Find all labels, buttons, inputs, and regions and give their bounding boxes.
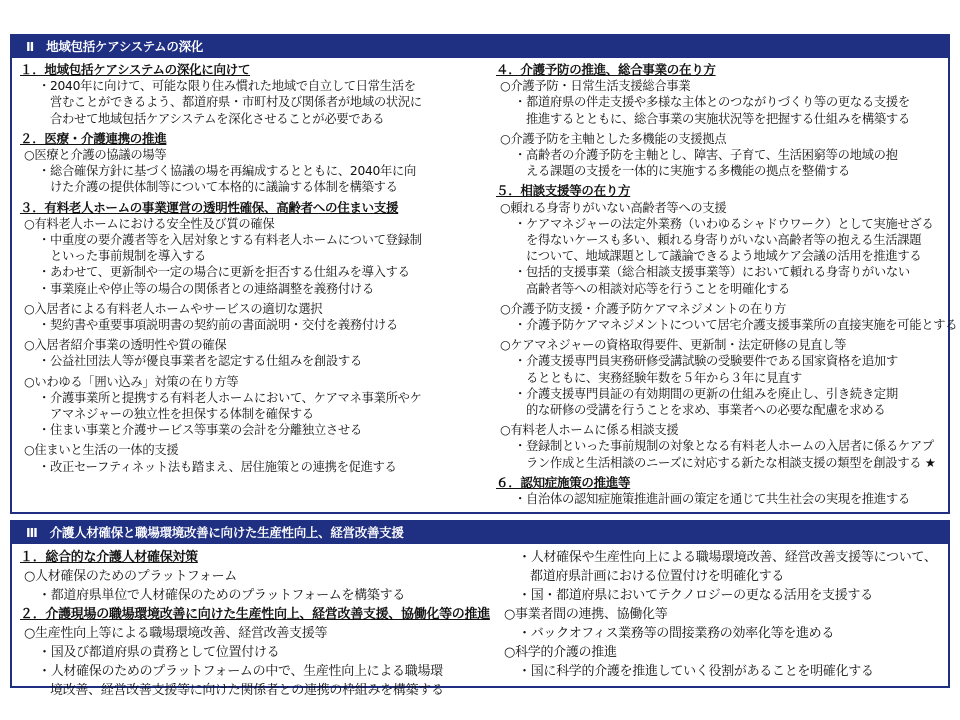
topic-item: ○介護予防支援・介護予防ケアマネジメントの在り方: [500, 301, 786, 316]
bullet-continuation: 的な研修の受講を行うことを求め、事業者への必要な配慮を求める: [526, 403, 886, 418]
bullet-item: ・国に科学的介護を推進していく役割があることを明確化する: [518, 664, 874, 679]
bullet-item: ・国・都道府県においてテクノロジーの更なる活用を支援する: [518, 588, 873, 603]
topic-item: ○事業者間の連携、協働化等: [504, 607, 668, 622]
bullet-continuation: える課題の支援を一体的に実施する多機能の拠点を整備する: [526, 164, 850, 179]
bullet-item: ・登録制といった事前規制の対象となる有料老人ホームの入居者に係るケアプ: [514, 439, 934, 454]
section-2-left-column: [20, 62, 482, 510]
section-heading: ４．介護予防の推進、総合事業の在り方: [496, 62, 716, 77]
section-2-title: Ⅱ 地域包括ケアシステムの深化: [12, 36, 948, 58]
bullet-item: ・2040年に向けて、可能な限り住み慣れた地域で自立して日常生活を: [38, 79, 416, 94]
bullet-item: ・あわせて、更新制や一定の場合に更新を拒否する仕組みを導入する: [38, 265, 410, 280]
section-2-right-column: [496, 62, 958, 510]
bullet-continuation: 境改善、経営改善支援等に向けた関係者との連携の枠組みを構築する: [50, 683, 444, 698]
bullet-continuation: 合わせて地域包括ケアシステムを深化させることが必要である: [50, 111, 385, 126]
bullet-continuation: といった事前規制を導入する: [50, 249, 206, 264]
topic-item: ○入居者による有料老人ホームやサービスの適切な選択: [24, 301, 323, 316]
bullet-item: ・高齢者の介護予防を主軸とし、障害、子育て、生活困窮等の地域の抱: [514, 148, 898, 163]
bullet-item: ・介護予防ケアマネジメントについて居宅介護支援事業所の直接実施を可能とする: [514, 318, 958, 333]
topic-item: ○有料老人ホームに係る相談支援: [500, 423, 679, 438]
bullet-continuation: アマネジャーの独立性を担保する体制を確保する: [50, 407, 314, 422]
section-heading: ２．介護現場の職場環境改善に向けた生産性向上、経営改善支援、協働化等の推進: [20, 607, 490, 622]
topic-item: ○有料老人ホームにおける安全性及び質の確保: [24, 216, 275, 231]
bullet-item: ・人材確保や生産性向上による職場環境改善、経営改善支援等について、: [518, 550, 937, 565]
section-heading: ２．医療・介護連携の推進: [20, 130, 167, 146]
section-heading: １．地域包括ケアシステムの深化に向けて: [20, 62, 251, 77]
bullet-continuation: けた介護の提供体制等について本格的に議論する体制を構築する: [50, 180, 398, 195]
bullet-continuation: について、地域課題として議論できるよう地域ケア会議の活用を推進する: [526, 249, 922, 264]
topic-item: ○医療と介護の協議の場等: [24, 148, 167, 163]
topic-item: ○介護予防を主軸とした多機能の支援拠点: [500, 131, 727, 146]
bullet-item: ・ケアマネジャーの法定外業務（いわゆるシャドウワーク）として実施せざる: [514, 216, 934, 231]
bullet-item: ・国及び都道府県の責務として位置付ける: [38, 645, 280, 660]
bullet-item: ・バックオフィス業務等の間接業務の効率化等を進める: [518, 626, 835, 641]
bullet-item: ・公益社団法人等が優良事業者を認定する仕組みを創設する: [38, 354, 362, 369]
topic-item: ○頼れる身寄りがいない高齢者等への支援: [500, 200, 727, 215]
section-3-box: [10, 520, 950, 698]
topic-item: ○住まいと生活の一体的支援: [24, 443, 179, 458]
bullet-continuation: 営むことができるよう、都道府県・市町村及び関係者が地域の状況に: [50, 95, 422, 110]
topic-item: ○人材確保のためのプラットフォーム: [24, 569, 237, 584]
bullet-continuation: 高齢者等への相談対応等を行うことを明確化する: [526, 281, 790, 296]
section-2-box: [10, 34, 958, 514]
bullet-item: ・自治体の認知症施策推進計画の策定を通じて共生社会の実現を推進する: [514, 492, 910, 507]
topic-item: ○いわゆる「囲い込み」対策の在り方等: [24, 374, 239, 389]
section-heading: １．総合的な介護人材確保対策: [20, 550, 198, 565]
section-3-left-column: [20, 548, 490, 698]
topic-item: ○ケアマネジャーの資格取得要件、更新制・法定研修の見直し等: [500, 338, 847, 353]
section-3-right-column: [500, 548, 946, 686]
section-heading: ５．相談支援等の在り方: [496, 183, 631, 199]
bullet-continuation: を得ないケースも多い、頼れる身寄りがいない高齢者等の抱える生活課題: [526, 233, 922, 248]
bullet-item: ・住まい事業と介護サービス等事業の会計を分離独立させる: [38, 423, 362, 438]
bullet-item: ・介護支援専門員証の有効期間の更新の仕組みを廃止し、引き続き定期: [514, 386, 898, 401]
section-3-title: Ⅲ 介護人材確保と職場環境改善に向けた生産性向上、経営改善支援: [12, 522, 948, 544]
bullet-item: ・介護支援専門員実務研修受講試験の受験要件である国家資格を追加す: [514, 354, 898, 369]
bullet-continuation: ラン作成と生活相談のニーズに対応する新たな相談支援の類型を創設する ★: [526, 455, 936, 470]
bullet-item: ・改正セーフティネット法も踏まえ、居住施策との連携を促進する: [38, 459, 397, 474]
bullet-item: ・人材確保のためのプラットフォームの中で、生産性向上による職場環: [38, 664, 443, 679]
bullet-continuation: 推進するとともに、総合事業の実施状況等を把握する仕組みを構築する: [526, 111, 910, 126]
topic-item: ○科学的介護の推進: [504, 645, 617, 660]
section-heading: ６．認知症施策の推進等: [496, 474, 631, 490]
bullet-item: ・都道府県の伴走支援や多様な主体とのつながりづくり等の更なる支援を: [514, 95, 910, 110]
bullet-continuation: るとともに、実務経験年数を５年から３年に見直す: [526, 370, 802, 385]
bullet-continuation: 都道府県計画における位置付けを明確化する: [530, 569, 785, 584]
bullet-item: ・中重度の要介護者等を入居対象とする有料老人ホームについて登録制: [38, 233, 422, 248]
topic-item: ○入居者紹介事業の透明性や質の確保: [24, 338, 227, 353]
bullet-item: ・都道府県単位で人材確保のためのプラットフォームを構築する: [38, 588, 406, 603]
bullet-item: ・総合確保方針に基づく協議の場を再編成するとともに、2040年に向: [38, 164, 417, 179]
bullet-item: ・契約書や重要事項説明書の契約前の書面説明・交付を義務付ける: [38, 318, 398, 333]
bullet-item: ・包括的支援事業（総合相談支援事業等）において頼れる身寄りがいない: [514, 265, 910, 280]
bullet-item: ・事業廃止や停止等の場合の関係者との連絡調整を義務付ける: [38, 281, 374, 296]
section-heading: ３．有料老人ホームの事業運営の透明性確保、高齢者への住まい支援: [20, 199, 399, 215]
topic-item: ○生産性向上等による職場環境改善、経営改善支援等: [24, 626, 328, 641]
bullet-item: ・介護事業所と提携する有料老人ホームにおいて、ケアマネ事業所やケ: [38, 390, 422, 405]
topic-item: ○介護予防・日常生活支援総合事業: [500, 79, 691, 94]
